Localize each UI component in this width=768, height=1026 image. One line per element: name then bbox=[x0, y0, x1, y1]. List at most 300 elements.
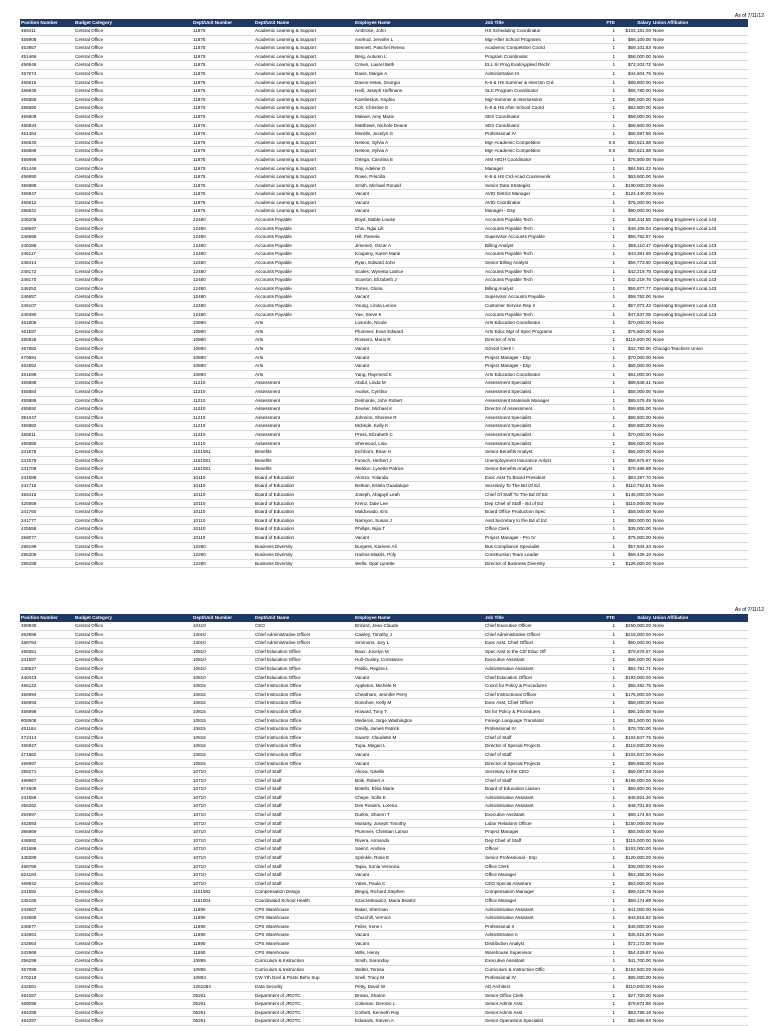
cell-union-affiliation: None bbox=[653, 966, 664, 972]
cell-employee-name: Vacant bbox=[355, 199, 369, 205]
cell-dept-unit-number: 10110 bbox=[193, 535, 206, 541]
cell-job-title: Chief Education Officer bbox=[485, 674, 533, 680]
cell-salary: $35,616.00 bbox=[628, 932, 651, 938]
cell-employee-name: Abdul, Linda M bbox=[355, 380, 386, 386]
cell-salary: $85,000.00 bbox=[628, 975, 651, 981]
cell-employee-name: Press, Elizabeth C bbox=[355, 431, 393, 437]
cell-dept-unit-number: 12280 bbox=[193, 560, 206, 566]
cell-employee-name: Berg, Autumn L bbox=[355, 53, 387, 59]
column-header-dept-unit-name: Dept/Unit Name bbox=[254, 19, 354, 27]
cell-position-number: 386869 bbox=[21, 829, 37, 835]
cell-dept-unit-name: Accounts Payable bbox=[255, 260, 292, 266]
cell-union-affiliation: None bbox=[653, 751, 664, 757]
cell-job-title: Manager bbox=[485, 165, 504, 171]
cell-fte: 1 bbox=[612, 708, 615, 714]
cell-employee-name: Morelle, Jocelyn G bbox=[355, 131, 394, 137]
cell-budget-category: Central Office bbox=[75, 846, 103, 852]
cell-position-number: 451466 bbox=[21, 53, 37, 59]
cell-dept-unit-number: 11875 bbox=[193, 199, 206, 205]
cell-union-affiliation: None bbox=[653, 354, 664, 360]
cell-salary: $69,174.89 bbox=[628, 898, 651, 903]
cell-fte: 1 bbox=[612, 474, 615, 480]
cell-budget-category: Central Office bbox=[75, 631, 103, 637]
cell-position-number: 456589 bbox=[21, 148, 37, 154]
cell-budget-category: Central Office bbox=[75, 251, 103, 257]
cell-position-number: 453957 bbox=[21, 45, 37, 51]
cell-fte: 1 bbox=[612, 535, 615, 541]
cell-union-affiliation: None bbox=[653, 623, 664, 628]
cell-dept-unit-name: Chief Education Office bbox=[255, 665, 301, 671]
cell-dept-unit-name: Chief Education Office bbox=[255, 648, 301, 654]
cell-dept-unit-number: 10890 bbox=[193, 328, 206, 334]
cell-position-number: 242668 bbox=[21, 949, 37, 955]
cell-employee-name: Brizard, Jean-Claude bbox=[355, 623, 399, 628]
cell-union-affiliation: None bbox=[653, 1009, 664, 1015]
cell-position-number: 391047 bbox=[21, 414, 37, 420]
cell-dept-unit-name: Chief of Staff bbox=[255, 837, 282, 843]
cell-job-title: Assessment Specialist bbox=[485, 388, 531, 394]
cell-union-affiliation: None bbox=[653, 363, 664, 369]
cell-dept-unit-name: Department of JROTC bbox=[255, 992, 301, 998]
cell-union-affiliation: None bbox=[653, 492, 664, 498]
cell-salary: $165,000.00 bbox=[625, 777, 651, 783]
cell-fte: 1 bbox=[612, 45, 615, 51]
cell-position-number: 462852 bbox=[21, 363, 37, 369]
table-row bbox=[20, 198, 748, 207]
cell-fte: 1 bbox=[612, 966, 615, 972]
cell-dept-unit-name: Arts bbox=[255, 320, 264, 326]
cell-budget-category: Central Office bbox=[75, 388, 103, 394]
cell-dept-unit-name: Academic Learning & Support bbox=[255, 36, 317, 42]
cell-employee-name: Sherwood, Lisa bbox=[355, 440, 387, 446]
table-row bbox=[20, 759, 748, 768]
cell-union-affiliation: None bbox=[653, 803, 664, 809]
cell-union-affiliation: None bbox=[653, 846, 664, 852]
cell-budget-category: Central Office bbox=[75, 837, 103, 843]
cell-employee-name: Appleton, Michele N bbox=[355, 683, 397, 689]
cell-dept-unit-name: Benefits bbox=[255, 466, 272, 472]
cell-budget-category: Central Office bbox=[75, 898, 103, 903]
cell-employee-name: Ortega, Carolina E bbox=[355, 156, 394, 162]
cell-dept-unit-name: Academic Learning & Support bbox=[255, 131, 317, 137]
cell-job-title: SES Coordinator bbox=[485, 122, 520, 128]
cell-job-title: CEO Special Assistant bbox=[485, 880, 531, 886]
cell-budget-category: Central Office bbox=[75, 509, 103, 515]
cell-fte: 1 bbox=[612, 234, 615, 240]
cell-fte: 1 bbox=[612, 423, 615, 429]
cell-job-title: Asst Secretary to the Bd of Ed bbox=[485, 517, 547, 523]
cell-dept-unit-name: Chief of Staff bbox=[255, 829, 282, 835]
cell-salary: $110,752.51 bbox=[625, 483, 651, 489]
cell-budget-category: Central Office bbox=[75, 457, 103, 463]
cell-employee-name: Losurdo, Nicole bbox=[355, 320, 387, 326]
cell-union-affiliation: None bbox=[653, 708, 664, 714]
table-row bbox=[20, 87, 748, 96]
cell-position-number: 874805 bbox=[21, 786, 37, 792]
cell-fte: 1 bbox=[612, 983, 615, 989]
table-row bbox=[20, 310, 748, 319]
cell-budget-category: Central Office bbox=[75, 535, 103, 541]
salary-table bbox=[20, 614, 748, 1026]
table-row bbox=[20, 862, 748, 871]
cell-fte: 1 bbox=[612, 174, 615, 180]
cell-position-number: 461686 bbox=[21, 846, 37, 852]
cell-budget-category: Central Office bbox=[75, 863, 103, 869]
cell-dept-unit-number: 10815 bbox=[193, 743, 206, 749]
cell-salary: $95,000.00 bbox=[628, 96, 651, 102]
cell-job-title: Mgr-Academic Competition bbox=[485, 148, 541, 154]
cell-salary: $83,800.00 bbox=[628, 105, 651, 111]
cell-employee-name: Vacant bbox=[355, 345, 369, 351]
cell-budget-category: Central Office bbox=[75, 657, 103, 663]
cell-union-affiliation: None bbox=[653, 509, 664, 515]
cell-dept-unit-name: CPS Warehouse bbox=[255, 940, 290, 946]
cell-employee-name: Donohoe, Kelly M bbox=[355, 700, 392, 706]
cell-salary: $86,100.00 bbox=[628, 36, 651, 42]
cell-dept-unit-number: 11875 bbox=[193, 45, 206, 51]
cell-salary: $78,488.89 bbox=[628, 466, 651, 472]
cell-position-number: 455888 bbox=[21, 182, 37, 188]
cell-salary: $104,847.00 bbox=[625, 751, 651, 757]
cell-job-title: Office Manager bbox=[485, 898, 517, 903]
cell-fte: 1 bbox=[612, 743, 615, 749]
cell-dept-unit-number: 10890 bbox=[193, 371, 206, 377]
cell-position-number: 455834 bbox=[21, 122, 37, 128]
cell-job-title: Director of Business Diversity bbox=[485, 560, 545, 566]
cell-salary: $56,000.00 bbox=[628, 53, 651, 59]
cell-salary: $58,000.00 bbox=[628, 388, 651, 394]
cell-dept-unit-number: 10110 bbox=[193, 474, 206, 480]
cell-position-number: 258541 bbox=[21, 208, 37, 214]
cell-budget-category: Central Office bbox=[75, 992, 103, 998]
cell-salary: $104,847.75 bbox=[625, 734, 651, 740]
table-row bbox=[20, 733, 748, 742]
cell-position-number: 462893 bbox=[21, 820, 37, 826]
cell-union-affiliation: None bbox=[653, 880, 664, 886]
cell-position-number: 448289 bbox=[21, 855, 37, 861]
cell-fte: 1 bbox=[612, 898, 615, 903]
cell-budget-category: Central Office bbox=[75, 777, 103, 783]
cell-employee-name: Petty, David W bbox=[355, 983, 386, 989]
cell-salary: $76,500.00 bbox=[628, 156, 651, 162]
cell-budget-category: Central Office bbox=[75, 277, 103, 283]
cell-job-title: Board of Education Liaison bbox=[485, 786, 540, 792]
cell-union-affiliation: None bbox=[653, 535, 664, 541]
cell-fte: 0.5 bbox=[608, 139, 615, 145]
cell-dept-unit-name: Academic Learning & Support bbox=[255, 96, 317, 102]
cell-budget-category: Central Office bbox=[75, 311, 103, 317]
cell-job-title: Unemployment Insurance Anlyst bbox=[485, 457, 551, 463]
cell-position-number: 455858 bbox=[21, 96, 37, 102]
cell-budget-category: Central Office bbox=[75, 345, 103, 351]
cell-budget-category: Central Office bbox=[75, 242, 103, 248]
cell-dept-unit-number: 10893 bbox=[193, 975, 206, 981]
cell-budget-category: Central Office bbox=[75, 449, 103, 455]
cell-fte: 1 bbox=[612, 62, 615, 68]
cell-dept-unit-number: 10710 bbox=[193, 863, 206, 869]
cell-position-number: 256299 bbox=[21, 958, 37, 964]
cell-dept-unit-number: 10110 bbox=[193, 483, 206, 489]
cell-dept-unit-name: Academic Learning & Support bbox=[255, 105, 317, 111]
table-body bbox=[20, 622, 748, 1025]
cell-dept-unit-name: Accounts Payable bbox=[255, 234, 292, 240]
cell-budget-category: Central Office bbox=[75, 526, 103, 532]
cell-fte: 1 bbox=[612, 717, 615, 723]
table-row bbox=[20, 370, 748, 379]
cell-dept-unit-name: Academic Learning & Support bbox=[255, 45, 317, 51]
cell-fte: 1 bbox=[612, 28, 615, 33]
cell-union-affiliation: None bbox=[653, 863, 664, 869]
cell-union-affiliation: None bbox=[653, 717, 664, 723]
cell-employee-name: Koh, Christine E bbox=[355, 105, 389, 111]
cell-union-affiliation: None bbox=[653, 526, 664, 532]
cell-dept-unit-number: 10710 bbox=[193, 769, 206, 775]
cell-budget-category: Central Office bbox=[75, 294, 103, 300]
cell-fte: 1 bbox=[612, 70, 615, 76]
cell-salary: $115,000.00 bbox=[625, 837, 651, 843]
cell-dept-unit-name: Academic Learning & Support bbox=[255, 139, 317, 145]
cell-dept-unit-number: 11875 bbox=[193, 70, 206, 76]
cell-salary: $84,791.71 bbox=[628, 665, 651, 671]
cell-fte: 1 bbox=[612, 949, 615, 955]
cell-budget-category: Central Office bbox=[75, 691, 103, 697]
cell-dept-unit-name: Chief of Staff bbox=[255, 812, 282, 818]
cell-fte: 1 bbox=[612, 294, 615, 300]
cell-dept-unit-name: Chief Instruction Office bbox=[255, 760, 302, 766]
cell-salary: $69,600.00 bbox=[628, 122, 651, 128]
table-row bbox=[20, 828, 748, 837]
cell-employee-name: Nelson, Sylvia A bbox=[355, 148, 389, 154]
cell-employee-name: Vacant bbox=[355, 294, 369, 300]
cell-employee-name: Yang, Raymond K bbox=[355, 371, 392, 377]
cell-dept-unit-name: Arts bbox=[255, 354, 264, 360]
cell-fte: 1 bbox=[612, 414, 615, 420]
cell-fte: 1 bbox=[612, 734, 615, 740]
cell-employee-name: Corbett, Kenneth Ray bbox=[355, 1009, 400, 1015]
cell-union-affiliation: None bbox=[653, 208, 664, 214]
cell-fte: 1 bbox=[612, 165, 615, 171]
cell-fte: 1 bbox=[612, 268, 615, 274]
cell-budget-category: Central Office bbox=[75, 760, 103, 766]
cell-job-title: K-8 & HS Summer & Intercsn Crd bbox=[485, 79, 554, 85]
cell-job-title: Senior Billing Analyst bbox=[485, 260, 528, 266]
cell-fte: 1 bbox=[612, 1018, 615, 1024]
table-row bbox=[20, 284, 748, 293]
column-header-job-title: Job Title bbox=[484, 19, 604, 27]
cell-job-title: Professional IV bbox=[485, 975, 516, 981]
cell-job-title: Senior Admin Asst bbox=[485, 1001, 523, 1007]
cell-union-affiliation: None bbox=[653, 113, 664, 119]
cell-position-number: 241897 bbox=[21, 657, 37, 663]
cell-employee-name: Torres, Gloria bbox=[355, 285, 383, 291]
cell-position-number: 461806 bbox=[21, 320, 37, 326]
cell-position-number: 241888 bbox=[21, 474, 37, 480]
table-row bbox=[20, 499, 748, 508]
cell-fte: 1 bbox=[612, 863, 615, 869]
cell-position-number: 246657 bbox=[21, 294, 37, 300]
cell-budget-category: Central Office bbox=[75, 156, 103, 162]
table-row bbox=[20, 897, 748, 906]
cell-employee-name: Chiu, Ngai Lik bbox=[355, 225, 384, 231]
cell-position-number: 470218 bbox=[21, 975, 37, 981]
cell-position-number: 246286 bbox=[21, 242, 37, 248]
cell-job-title: K-8 & HS After School Coord bbox=[485, 105, 544, 111]
cell-union-affiliation: None bbox=[653, 812, 664, 818]
cell-fte: 1 bbox=[612, 79, 615, 85]
cell-job-title: Billing Analyst bbox=[485, 242, 514, 248]
cell-salary: $41,000.00 bbox=[628, 906, 651, 912]
cell-position-number: 448582 bbox=[21, 837, 37, 843]
cell-union-affiliation: None bbox=[653, 1001, 664, 1007]
table-row bbox=[20, 811, 748, 820]
cell-dept-unit-number: 11875 bbox=[193, 139, 206, 145]
cell-dept-unit-number: 10895 bbox=[193, 958, 206, 964]
cell-dept-unit-number: 10710 bbox=[193, 820, 206, 826]
cell-dept-unit-name: Chief Instruction Office bbox=[255, 751, 302, 757]
table-row bbox=[20, 819, 748, 828]
cell-salary: $48,701.63 bbox=[628, 803, 651, 809]
cell-budget-category: Central Office bbox=[75, 131, 103, 137]
cell-position-number: 262996 bbox=[21, 631, 37, 637]
cell-union-affiliation: Operating Engineers Local 143 bbox=[653, 242, 717, 248]
cell-salary: $59,877.77 bbox=[628, 285, 651, 291]
cell-dept-unit-name: Board of Education bbox=[255, 535, 295, 541]
cell-fte: 1 bbox=[612, 328, 615, 334]
cell-dept-unit-name: Assessment bbox=[255, 388, 281, 394]
cell-salary: $79,874.88 bbox=[628, 1001, 651, 1007]
cell-budget-category: Central Office bbox=[75, 983, 103, 989]
cell-fte: 1 bbox=[612, 457, 615, 463]
cell-salary: $38,000.00 bbox=[628, 863, 651, 869]
cell-fte: 1 bbox=[612, 406, 615, 412]
cell-dept-unit-number: 11210 bbox=[193, 397, 206, 403]
cell-fte: 1 bbox=[612, 923, 615, 929]
cell-position-number: 451464 bbox=[21, 131, 37, 137]
cell-dept-unit-name: Arts bbox=[255, 363, 264, 369]
cell-salary: $70,000.00 bbox=[628, 354, 651, 360]
table-row bbox=[20, 267, 748, 276]
cell-employee-name: Haritos-Makris, Poly bbox=[355, 552, 397, 558]
table-row bbox=[20, 991, 748, 1000]
cell-employee-name: Mcbride, Kelly K bbox=[355, 423, 389, 429]
cell-union-affiliation: None bbox=[653, 958, 664, 964]
cell-position-number: 242661 bbox=[21, 932, 37, 938]
cell-fte: 1 bbox=[612, 113, 615, 119]
cell-budget-category: Central Office bbox=[75, 812, 103, 818]
cell-dept-unit-number: 12480 bbox=[193, 234, 206, 240]
cell-employee-name: Axelrod, Jennifer L bbox=[355, 36, 394, 42]
table-row bbox=[20, 750, 748, 759]
cell-position-number: 425558 bbox=[21, 526, 37, 532]
cell-dept-unit-name: Benefits bbox=[255, 449, 272, 455]
cell-position-number: 457098 bbox=[21, 966, 37, 972]
table-row bbox=[20, 138, 748, 147]
cell-budget-category: Central Office bbox=[75, 889, 103, 895]
table-row bbox=[20, 1008, 748, 1017]
cell-dept-unit-number: 11890 bbox=[193, 949, 206, 955]
cell-position-number: 455692 bbox=[21, 406, 37, 412]
cell-position-number: 241708 bbox=[21, 466, 37, 472]
cell-budget-category: Central Office bbox=[75, 552, 103, 558]
cell-fte: 1 bbox=[612, 992, 615, 998]
cell-salary: $58,000.00 bbox=[628, 113, 651, 119]
cell-budget-category: Central Office bbox=[75, 975, 103, 981]
cell-salary: $49,105.04 bbox=[628, 225, 651, 231]
cell-budget-category: Central Office bbox=[75, 492, 103, 498]
cell-salary: $69,087.93 bbox=[628, 769, 651, 775]
cell-position-number: 469942 bbox=[21, 880, 37, 886]
cell-salary: $150,000.00 bbox=[625, 820, 651, 826]
cell-salary: $27,700.00 bbox=[628, 992, 651, 998]
cell-dept-unit-number: 10815 bbox=[193, 760, 206, 766]
cell-employee-name: Boyd, Mable Louise bbox=[355, 217, 396, 223]
table-row bbox=[20, 525, 748, 534]
cell-position-number: 455888 bbox=[21, 380, 37, 386]
cell-fte: 1 bbox=[612, 320, 615, 326]
cell-fte: 1 bbox=[612, 820, 615, 826]
cell-fte: 1 bbox=[612, 786, 615, 792]
table-row bbox=[20, 104, 748, 113]
cell-dept-unit-name: Chief Education Office bbox=[255, 657, 301, 663]
cell-dept-unit-number: 10810 bbox=[193, 657, 206, 663]
cell-salary: $58,752.00 bbox=[628, 294, 651, 300]
table-row bbox=[20, 785, 748, 794]
cell-dept-unit-name: Academic Learning & Support bbox=[255, 62, 317, 68]
cell-salary: $56,773.60 bbox=[628, 260, 651, 266]
cell-dept-unit-number: 10895 bbox=[193, 966, 206, 972]
cell-dept-unit-name: Chief of Staff bbox=[255, 872, 282, 878]
table-row bbox=[20, 448, 748, 457]
cell-union-affiliation: None bbox=[653, 457, 664, 463]
cell-dept-unit-name: Academic Learning & Support bbox=[255, 28, 317, 33]
cell-union-affiliation: None bbox=[653, 640, 664, 646]
cell-union-affiliation: None bbox=[653, 691, 664, 697]
table-row bbox=[20, 793, 748, 802]
cell-job-title: Assessment Specialist bbox=[485, 414, 531, 420]
cell-union-affiliation: None bbox=[653, 837, 664, 843]
cell-fte: 1 bbox=[612, 683, 615, 689]
cell-salary: $69,439.19 bbox=[628, 552, 651, 558]
cell-job-title: Senior Data Strategist bbox=[485, 182, 530, 188]
table-row bbox=[20, 639, 748, 648]
cell-union-affiliation: None bbox=[653, 829, 664, 835]
cell-fte: 1 bbox=[612, 371, 615, 377]
cell-salary: $89,800.00 bbox=[628, 79, 651, 85]
as-of-date: As of 7/11/12 bbox=[734, 13, 764, 19]
cell-job-title: Administrative Assistant bbox=[485, 803, 534, 809]
cell-salary: $59,110.47 bbox=[628, 242, 651, 248]
cell-union-affiliation: None bbox=[653, 898, 664, 903]
cell-employee-name: Scales, Wynetta Latrice bbox=[355, 268, 404, 274]
cell-budget-category: Central Office bbox=[75, 717, 103, 723]
table-row bbox=[20, 327, 748, 336]
cell-dept-unit-name: Academic Learning & Support bbox=[255, 88, 317, 94]
cell-salary: $65,000.00 bbox=[628, 363, 651, 369]
cell-salary: $215,000.00 bbox=[625, 631, 651, 637]
cell-job-title: Project Manager - Pro IV bbox=[485, 535, 536, 541]
cell-position-number: 455928 bbox=[21, 337, 37, 343]
cell-salary: $44,604.76 bbox=[628, 70, 651, 76]
cell-dept-unit-number: 11875 bbox=[193, 105, 206, 111]
cell-position-number: 456994 bbox=[21, 691, 37, 697]
cell-budget-category: Central Office bbox=[75, 794, 103, 800]
cell-budget-category: Central Office bbox=[75, 122, 103, 128]
cell-employee-name: Blegaj, Richard Stephen bbox=[355, 889, 405, 895]
cell-salary: $55,000.00 bbox=[628, 449, 651, 455]
cell-union-affiliation: None bbox=[653, 131, 664, 137]
cell-dept-unit-name: CW Yth Devl & Postv Behv Sup bbox=[255, 975, 320, 981]
cell-salary: $69,800.00 bbox=[628, 786, 651, 792]
